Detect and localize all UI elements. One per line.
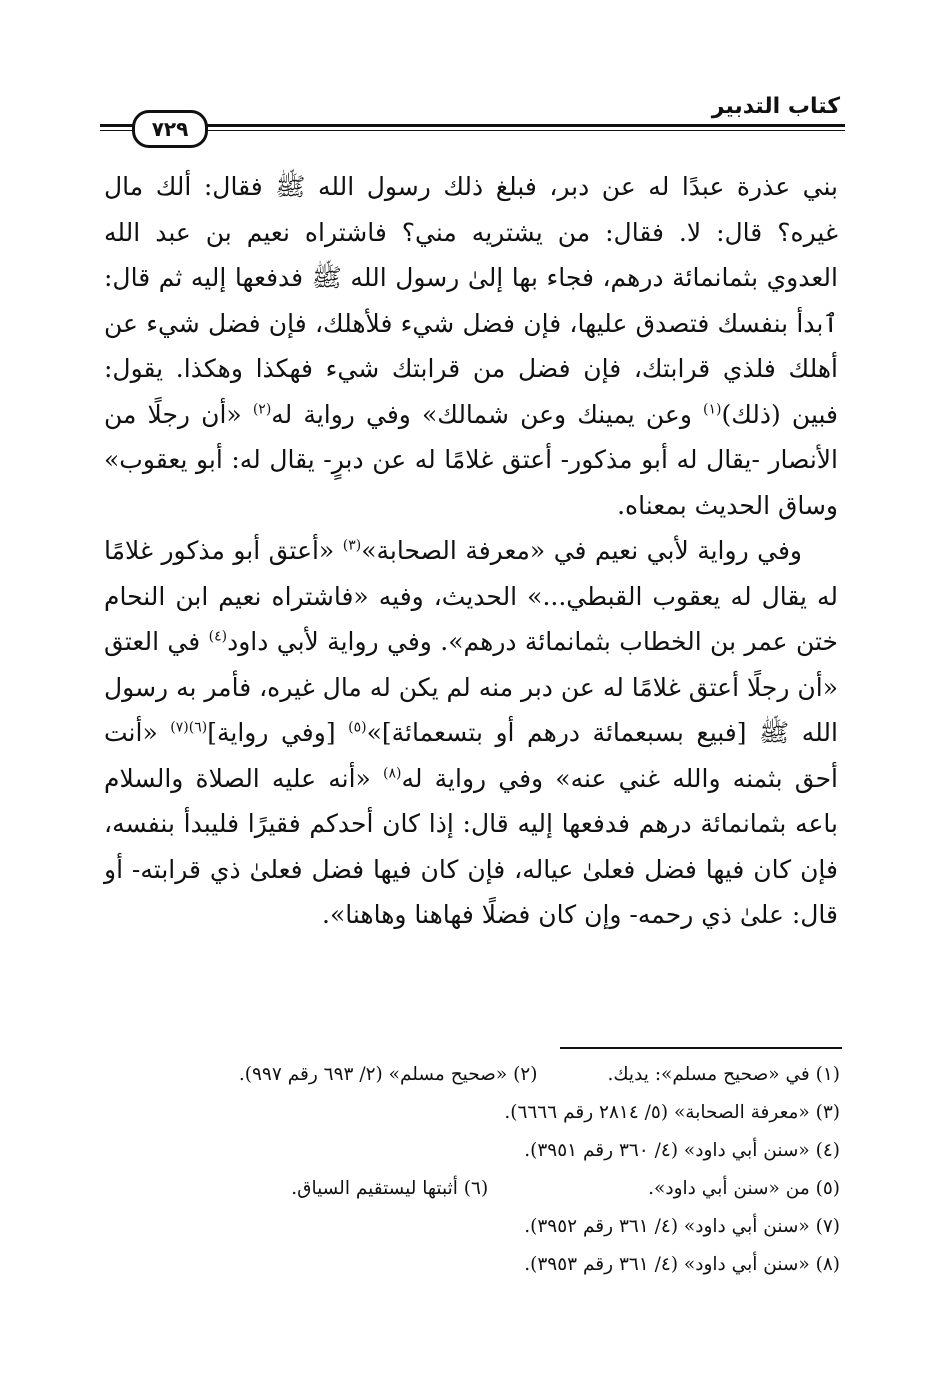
footnote-line — [104, 1170, 840, 1208]
page-number-badge: ٧٢٩ — [132, 110, 208, 148]
footnote: (٣) «معرفة الصحابة» (٥/ ٢٨١٤ رقم ٦٦٦٦). — [504, 1102, 840, 1123]
footnote-ref: (٨) — [382, 765, 402, 782]
text-run: في العتق «أن رجلًا أعتق غلامًا له عن دبر منه لم يكن له مال غيره، فأمر به رسول الله ﷺ [فبيع بسبعمائة درهم أو بتسعمائة]» — [104, 627, 838, 747]
footnote-line — [104, 1094, 840, 1132]
header-rule — [100, 124, 845, 127]
footnote-line — [104, 1132, 840, 1170]
footnote: (٤) «سنن أبي داود» (٤/ ٣٦٠ رقم ٣٩٥١). — [524, 1140, 840, 1161]
footnote-line — [104, 1208, 840, 1246]
text-run: وفي رواية لأبي نعيم في «معرفة الصحابة» — [361, 536, 802, 565]
footnote: (١) في «صحيح مسلم»: يديك. — [607, 1064, 840, 1085]
footnote: (٥) من «سنن أبي داود». — [648, 1178, 840, 1199]
footnote-ref: (٢) — [252, 401, 272, 418]
footnote-ref: (٣) — [342, 537, 362, 554]
header-rule-thin — [100, 130, 845, 131]
text-run: «أعتق أبو مذكور غلامًا له يقال له يعقوب القبطي...» الحديث، وفيه «فاشتراه نعيم ابن النحام ختن عمر بن الخطاب بثمانمائة درهم». وفي رواية لأبي داود — [104, 536, 838, 656]
text-run: «أنه عليه الصلاة والسلام باعه بثمانمائة درهم فدفعها إليه قال: إذا كان أحدكم فقيرًا فليبدأ بنفسه، فإن كان فيها فضل فعلىٰ عياله، فإن كان فيها فضل فعلىٰ ذي قرابته- أو قال: علىٰ ذي رحمه- وإن كان فضلًا فهاهنا وهاهنا». — [104, 763, 838, 929]
text-run: بني عذرة عبدًا له عن دبر، فبلغ ذلك رسول الله ﷺ فقال: ألك مال غيره؟ قال: لا. فقال: من يشتريه مني؟ فاشتراه نعيم بن عبد الله العدوي بثمانمائة درهم، فجاء بها إلىٰ رسول الله ﷺ فدفعها إليه ثم قال: ٱبدأ بنفسك فتصدق عليها، فإن فضل شيء فلأهلك، فإن فضل شيء عن أهلك فلذي قرابتك، فإن فضل من قرابتك شيء فهكذا وهكذا. يقول: فبين (ذلك) — [104, 172, 838, 429]
footnote-line — [104, 1056, 840, 1094]
footnote-ref: (١) — [703, 401, 722, 418]
running-header-title: كتاب التدبير — [711, 94, 840, 119]
footnote-ref: (٦)(٧) — [170, 719, 208, 736]
main-text — [104, 164, 838, 938]
footnote-line — [104, 1246, 840, 1284]
text-run: [وفي رواية] — [207, 718, 349, 747]
text-run: وعن يمينك وعن شمالك» وفي رواية له — [271, 399, 704, 429]
footnote: (٨) «سنن أبي داود» (٤/ ٣٦١ رقم ٣٩٥٣). — [524, 1254, 840, 1275]
paragraph-2 — [104, 528, 838, 938]
footnote: (٧) «سنن أبي داود» (٤/ ٣٦١ رقم ٣٩٥٢). — [524, 1216, 840, 1237]
footnote: (٢) «صحيح مسلم» (٢/ ٦٩٣ رقم ٩٩٧). — [238, 1064, 538, 1085]
footnote-ref: (٥) — [348, 719, 367, 736]
paragraph-1 — [104, 164, 838, 528]
footnote-ref: (٤) — [208, 628, 228, 645]
footnote: (٦) أثبتها ليستقيم السياق. — [291, 1178, 489, 1199]
footnotes — [104, 1056, 840, 1284]
text-run: «أنت أحق بثمنه والله غني عنه» وفي رواية له — [104, 718, 838, 793]
footnote-separator — [560, 1047, 842, 1049]
text-run: «أن رجلًا من الأنصار -يقال له أبو مذكور- أعتق غلامًا له عن دبرٍ- يقال له: أبو يعقوب» وساق الحديث بمعناه. — [104, 399, 838, 520]
